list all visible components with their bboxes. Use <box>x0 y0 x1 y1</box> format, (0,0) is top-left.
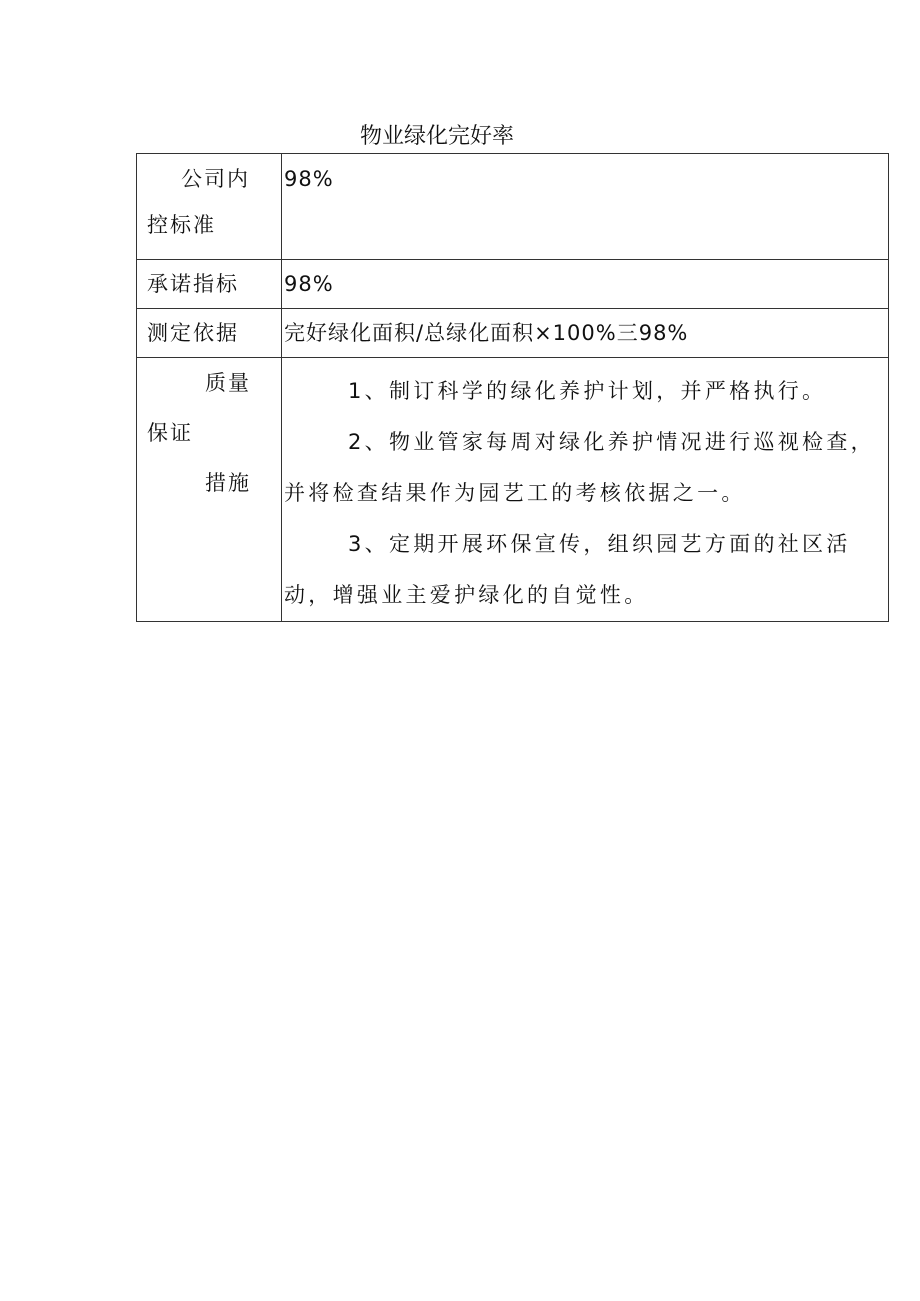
greening-standard-table <box>136 153 889 622</box>
measures-label-line1: 质量 <box>205 371 251 395</box>
measures-label-line3: 措施 <box>205 471 251 495</box>
internal-standard-value-cell <box>282 154 889 260</box>
internal-standard-value: 98% <box>284 167 334 191</box>
internal-standard-label-cell <box>137 154 282 260</box>
commitment-value: 98% <box>284 272 334 296</box>
table-row-commitment <box>137 260 889 309</box>
commitment-value-cell <box>282 260 889 309</box>
basis-label-cell <box>137 309 282 358</box>
table-row-basis <box>137 309 889 358</box>
commitment-label: 承诺指标 <box>147 272 239 296</box>
basis-value: 完好绿化面积/总绿化面积×100%三98% <box>284 321 689 345</box>
table-row-internal-standard <box>137 154 889 260</box>
measure-item-3: 3、定期开展环保宣传，组织园艺方面的社区活动，增强业主爱护绿化的自觉性。 <box>284 532 851 607</box>
measure-item-2: 2、物业管家每周对绿化养护情况进行巡视检查，并将检查结果作为园艺工的考核依据之一。 <box>284 430 875 505</box>
document-title: 物业绿化完好率 <box>360 124 515 149</box>
internal-standard-label-line1: 公司内 <box>181 167 250 191</box>
basis-label: 测定依据 <box>147 321 239 345</box>
measures-label-line2: 保证 <box>147 421 193 445</box>
basis-value-cell <box>282 309 889 358</box>
measures-content-cell <box>282 358 889 622</box>
measures-label-cell <box>137 358 282 622</box>
measure-item-1: 1、制订科学的绿化养护计划，并严格执行。 <box>348 379 827 403</box>
internal-standard-label-line2: 控标准 <box>147 213 216 237</box>
table-row-measures <box>137 358 889 622</box>
commitment-label-cell <box>137 260 282 309</box>
